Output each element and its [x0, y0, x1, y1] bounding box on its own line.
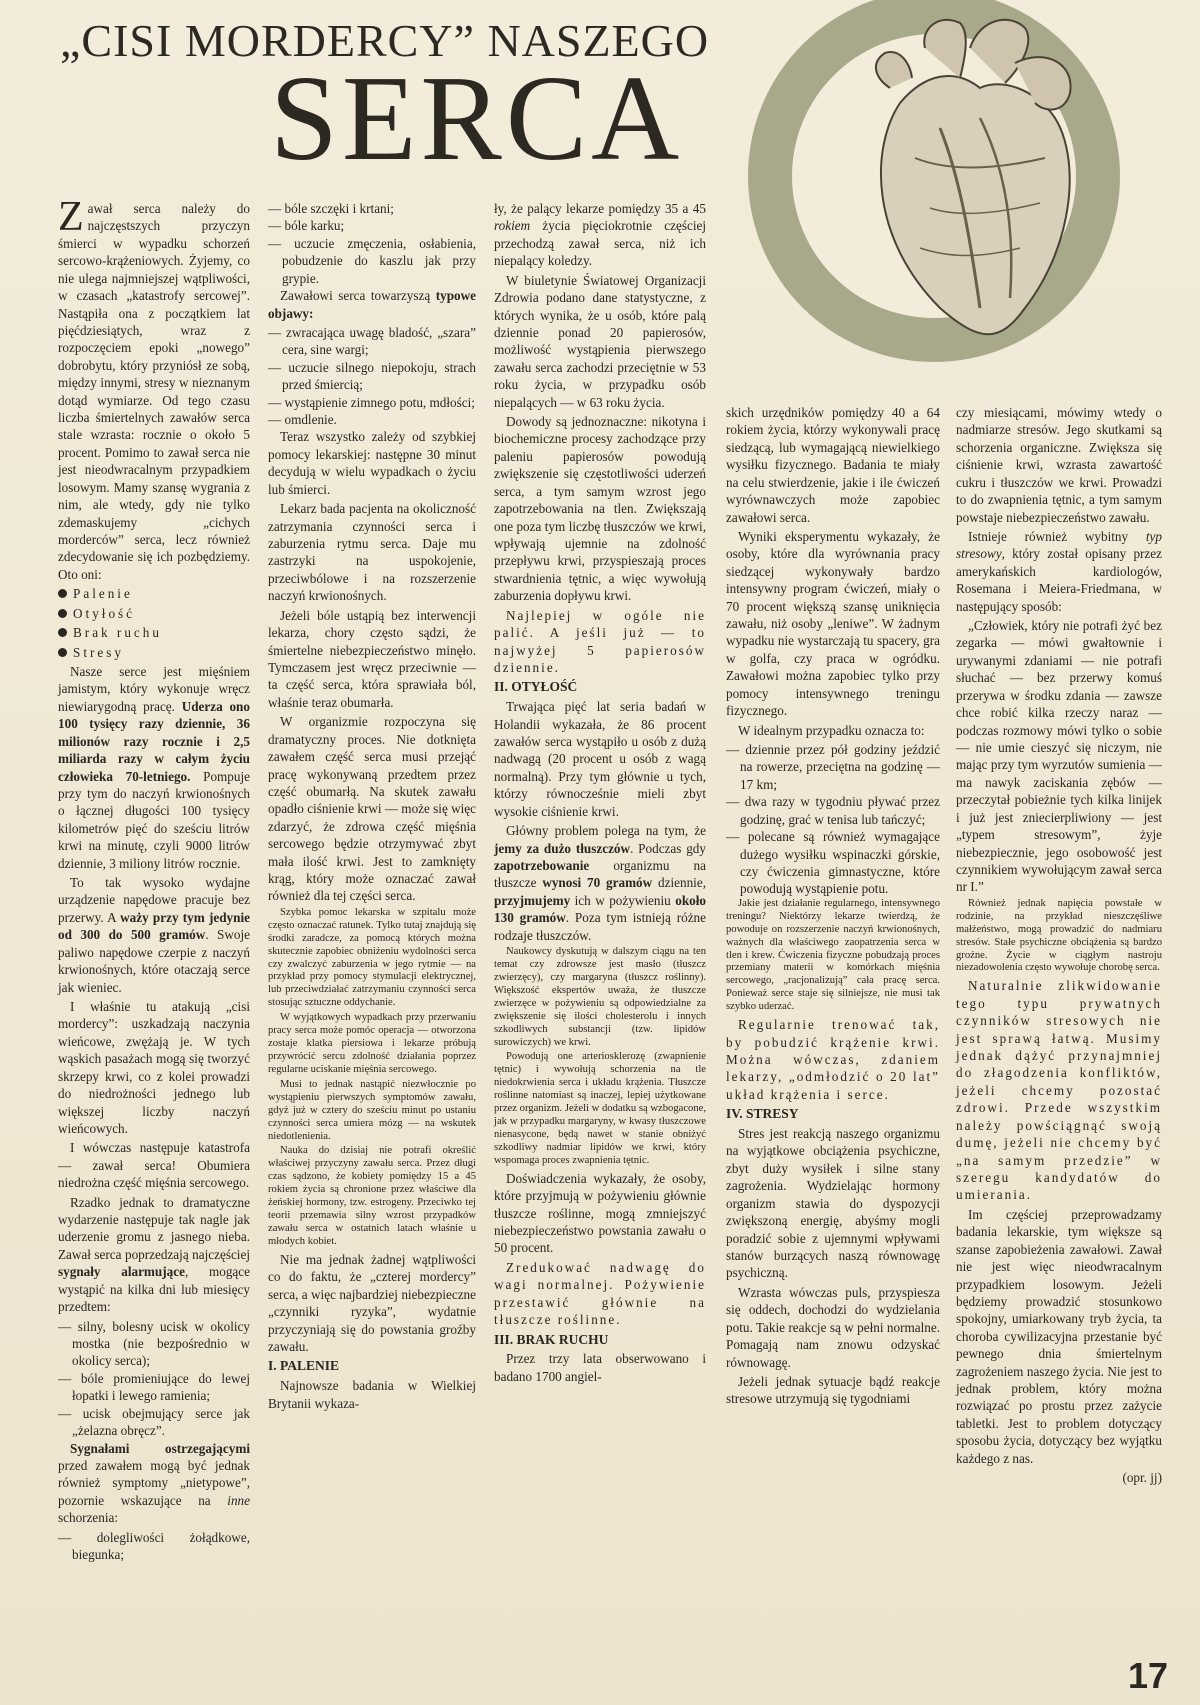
title-kicker: „CISI MORDERCY” NASZEGO — [60, 15, 710, 66]
note-paragraph: Nauka do dzisiaj nie potrafi określić właściwej przyczyny zawału serca. Przez długi czas sądzono, że kobiety pomiędzy 15 a 45 rokiem życia są chronione przez właściwe dla żeńskiej hormony, tzw. estrogeny. Przeciwko tej teorii przemawia silny wzrost przypadków zawału serca w ostatnich latach właśnie u młodych kobiet. — [268, 1145, 476, 1247]
body-paragraph: czy miesiącami, mówimy wtedy o nadmiarze stresów. Jego skutkami są schorzenia organiczne. Zwiększa się ciśnienie krwi, wzrasta zawartość cukru i tłuszczów we krwi. Prowadzi to do zwapnienia tętnic, a tym samym powstaje niebezpieczeństwo zawału. — [956, 405, 1162, 525]
author-signature: (opr. jj) — [1122, 1470, 1162, 1486]
killer-item: Stresy — [58, 644, 250, 661]
body-paragraph: Stres jest reakcją naszego organizmu na wyjątkowe obciążenia psychiczne, zbyt duży wysiłek i silne stany zagrożenia. Wydzielając hormony organizm stawia do dyspozycji zwiększoną energię, abyśmy mogli poradzić sobie z ujemnymi wpływami stanów burzących naszą równowagę psychiczną. — [726, 1126, 940, 1281]
body-paragraph: I właśnie tu atakują „cisi mordercy”: uszkadzają naczynia wieńcowe, zwężają je. W tych wąskich pasażach mogą się tworzyć skrzepy krwi, co z kolei prowadzi do niedrożności jednego lub większej liczby naczyń wieńcowych. — [58, 998, 250, 1136]
list-item: — wystąpienie zimnego potu, mdłości; — [268, 394, 475, 410]
exercise-list — [726, 741, 940, 898]
list-item: — bóle szczęki i krtani; — [268, 201, 394, 216]
section-heading: II. OTYŁOŚĆ — [494, 679, 578, 695]
bullet-dot-icon — [58, 609, 67, 618]
symptom-list — [58, 1529, 250, 1564]
list-item: — bóle karku; — [268, 218, 345, 234]
body-paragraph: Zawałowi serca towarzyszą typowe objawy: — [268, 288, 476, 321]
body-paragraph: Istnieje również wybitny typ stresowy, który został opisany przez amerykańskich kardiologów, Rosemana i Meiera-Friedmana, w następujący sposób: — [956, 528, 1162, 614]
list-item: — dolegliwości żołądkowe, biegunka; — [58, 1529, 250, 1563]
page-title: SERCA — [270, 51, 684, 186]
recommendation: Zredukować nadwagę do wagi normalnej. Pożywienie przestawić głównie na tłuszcze roślinne. — [494, 1259, 706, 1328]
body-paragraph: Jeżeli jednak sytuacje bądź reakcje stresowe utrzymują się tygodniami — [726, 1373, 940, 1407]
recommendation: Naturalnie zlikwidowanie tego typu prywatnych czynników stresowych nie jest sprawą łatwą. Musimy jednak dążyć przynajmniej do złagodzenia konfliktów, jeżeli chcemy pozostać zdrowi. Przede wszystkim należy powściągnąć swoją dumę, jeżeli nie chcemy być „na samym przedzie” w szeregu kandydatów do umierania. — [956, 978, 1162, 1203]
list-item: — dwa razy w tygodniu pływać przez godzinę, grać w tenisa lub tańczyć; — [726, 794, 940, 827]
page-number: 17 — [1128, 1655, 1169, 1696]
heart-illustration-icon — [830, 8, 1100, 348]
note-paragraph: W wyjątkowych wypadkach przy przerwaniu pracy serca może pomóc operacja — otworzona zostaje klatka piersiowa i lekarze próbują przywrócić sercu zdolność działania poprzez regularne uciskanie mięśnia sercowego. — [268, 1012, 476, 1075]
note-paragraph: Również jednak napięcia powstałe w rodzinie, na przykład nieszczęśliwe małżeństwo, mogą prowadzić do nadmiaru stresów. Stałe psychiczne obciążenia są bardzo groźne. Życie w ciągłym nastroju niezadowolenia często wywołuje chorobę serca. — [956, 897, 1162, 974]
body-paragraph: Sygnałami ostrzegającymi przed zawałem mogą być jednak również symptomy „nietypowe”, pozornie wskazujące na inne schorzenia: — [58, 1440, 250, 1526]
list-item: — omdlenie. — [268, 412, 337, 428]
body-paragraph: Dowody są jednoznaczne: nikotyna i biochemiczne procesy zachodzące przy paleniu papierosów powodują zwiększenie się częstotliwości uderzeń serca, a tym samym wzrost jego zapotrzebowania na tlen. Zwiększają one poza tym liczbę tłuszczów we krwi, wpływają ujemnie na zdolność przepływu krwi, przyspieszają proces stwardnienia tętnic, a więc wywołują zaburzenia dopływu krwi. — [494, 414, 706, 604]
body-paragraph: W biuletynie Światowej Organizacji Zdrowia podano dane statystyczne, z których wynika, że u osób, które palą dziennie ponad 20 papierosów, możliwość wystąpienia pierwszego zawału serca zachodzi przeciętnie w 53 roku życia, w przypadku osób niepalących — w 63 roku życia. — [494, 272, 706, 410]
body-paragraph: Przez trzy lata obserwowano i badano 1700 angiel- — [494, 1351, 706, 1384]
section-heading: III. BRAK RUCHU — [494, 1331, 609, 1347]
killer-item: Palenie — [58, 585, 250, 602]
recommendation: Regularnie trenować tak, by pobudzić krążenie krwi. Można wówczas, zdaniem lekarzy, „odmłodzić o 20 lat” układ krążenia i serce. — [726, 1017, 940, 1102]
note-paragraph: Szybka pomoc lekarska w szpitalu może często oznaczać ratunek. Tylko tutaj znajdują się środki zaradcze, za pomocą których można skutecznie zapobiec obniżeniu wydolności serca czy zwalczyć zaburzenia w jego rytmie — na przykład przy pomocy stymulacji elektrycznej, lub przeciwdziałać zatrzymaniu czynności serca stosując sztuczne oddychanie. — [268, 906, 476, 1009]
quote-paragraph: „Człowiek, który nie potrafi żyć bez zegarka — mówi gwałtownie i urywanymi zdaniami — nie potrafi słuchać — bez przerwy komuś przerywa w środku zdania — zawsze chce robić kilka rzeczy naraz — podczas rozmowy mówi tylko o sobie — nie umie cieszyć się niczym, nie mając przy tym wyrzutów sumienia — ma nawyk zaciskania zębów — przeczytał pobieżnie tych kilka linijek i już jest zniecierpliwiony — jest „typem stresowym”, żyje niebezpiecznie, jego osobowość jest czynnikiem wywołującym zawał serca nr I.” — [956, 618, 1162, 895]
recommendation: Najlepiej w ogóle nie palić. A jeśli już — to najwyżej 5 papierosów dziennie. — [494, 607, 706, 675]
list-item: — silny, bolesny ucisk w okolicy mostka (nie bezpośrednio w okolicy serca); — [58, 1318, 250, 1369]
body-paragraph: W idealnym przypadku oznacza to: — [738, 722, 925, 738]
bullet-dot-icon — [58, 628, 67, 637]
body-paragraph: ły, że palący lekarze pomiędzy 35 a 45 rokiem życia pięciokrotnie częściej przechodzą zawał serca, niż ich niepalący koledzy. — [494, 201, 706, 269]
body-paragraph: Nasze serce jest mięśniem jamistym, który wykonuje wręcz niewiarygodną pracę. Uderza ono 100 tysięcy razy dziennie, 36 milionów razy rocznie i 2,5 miliarda razy w całym życiu człowieka 70-letniego. Pompuje przy tym do naczyń krwionośnych o łącznej długości 100 tysięcy kilometrów pięć do sześciu litrów krwi na minutę, czyli 9000 litrów dziennie, 3 miliony litrów rocznie. — [58, 663, 250, 871]
body-paragraph: Teraz wszystko zależy od szybkiej pomocy lekarskiej: następne 30 minut decydują w wielu wypadkach o życiu lub śmierci. — [268, 429, 476, 497]
body-paragraph: skich urzędników pomiędzy 40 a 64 rokiem życia, którzy wykonywali pracę siedzącą, lub wymagającą niewielkiego wysiłku fizycznego. Badania te miały na celu stwierdzenie, jakie i ile ćwiczeń wyrównawczych może zapobiec zawałowi serca. — [726, 405, 940, 525]
note-paragraph: Powodują one arteriosklerozę (zwapnienie tętnic) i wywołują schorzenia na tle niedokrwienia serca i układu krążenia. Tłuszcze roślinne natomiast są inaczej, lepiej użytkowane przez organizm. Jeżeli w dodatku są wzbogacone, jak w przypadku margaryny, w kwasy tłuszczowe nienasycone, będą nawet w stanie obniżyć szkodliwy nadmiar lipidów we krwi, który wspomaga proces zwapnienia tętnic. — [494, 1051, 706, 1166]
section-heading: IV. STRESY — [726, 1106, 799, 1122]
body-paragraph: To tak wysoko wydajne urządzenie napędowe pracuje bez przerwy. A waży przy tym jedynie od 300 do 500 gramów. Swoje paliwo napędowe czerpie z naczyń krwionośnych, które otaczają serce jak wieniec. — [58, 875, 251, 995]
note-paragraph: Jakie jest działanie regularnego, intensywnego treningu? Niektórzy lekarze twierdzą, że powoduje on rozszerzenie naczyń krwionośnych, ważnych dla właściwego zaopatrzenia serca w tlen i krew. Ćwiczenia fizyczne pobudzają proces przemiany materii w komórkach mięśnia sercowego, „racjonalizują” cała pracę serca. Ponieważ serce staje się silniejsze, nie musi tak szybko uderzać. — [726, 897, 940, 1013]
note-paragraph: Musi to jednak nastąpić niezwłocznie po wystąpieniu pierwszych symptomów zawału, gdyż już w cztery do sześciu minut po ustaniu czynności serca umiera mózg — na wskutek niedotlenienia. — [268, 1078, 476, 1142]
body-paragraph: Im częściej przeprowadzamy badania lekarskie, tym większe są szanse zapobieżenia zawałowi. Zawał nie jest więc nieodwracalnym przypadkiem losowym. Jeżeli będziemy prowadzić stosunkowo spokojny, umiarkowany tryb życia, ta choroba cywilizacyjna przestanie być pewnego dnia śmiertelnym zagrożeniem naszego życia. Nie jest to jednak problem, który można rozwiązać po prostu przez zażycie tabletki. Jest to problem dotyczący sposobu życia, dotyczący bez wyjątku każdego z nas. — [956, 1206, 1162, 1466]
body-paragraph: Wzrasta wówczas puls, przyspiesza się oddech, dochodzi do wydzielania potu. Takie reakcje są w pełni normalne. Pomagają nam znowu odzyskać równowagę. — [726, 1284, 940, 1370]
bullet-dot-icon — [58, 648, 67, 657]
list-item: — bóle promieniujące do lewej łopatki i lewego ramienia; — [58, 1370, 250, 1404]
body-paragraph: I wówczas następuje katastrofa — zawał serca! Obumiera niedrożna część mięśnia sercowego. — [58, 1140, 250, 1191]
body-paragraph: Trwająca pięć lat seria badań w Holandii wykazała, że 86 procent zawałów serca wystąpiło u osób z dużą nadwagą (20 procent u osób z wagą normalną). Przy tym głównie u tych, którzy równocześnie mieli zbyt wysokie ciśnienie krwi. — [494, 699, 706, 819]
bullet-dot-icon — [58, 589, 67, 598]
body-paragraph: Nie ma jednak żadnej wątpliwości co do faktu, że „czterej mordercy” serca, a więc najbardziej niebezpieczne „czynniki ryzyka”, wydatnie przyczyniają się do powstania groźby zawału. — [268, 1251, 476, 1354]
body-paragraph: Rzadko jednak to dramatyczne wydarzenie następuje tak nagle jak uderzenie gromu z jasnego nieba. Zawał serca poprzedzają najczęściej sygnały alarmujące, mogące wystąpić na kilka dni lub miesięcy przedtem: — [58, 1194, 250, 1315]
symptom-list — [58, 1318, 250, 1440]
body-paragraph: Lekarz bada pacjenta na okoliczność zatrzymania czynności serca i zaburzenia rytmu serca. Daje mu zastrzyki na uspokojenie, przeciwbólowe i na rozszerzenie naczyń krwionośnych. — [268, 501, 476, 604]
killer-item: Otyłość — [58, 605, 250, 622]
list-item: — uczucie silnego niepokoju, strach przed śmiercią; — [268, 359, 476, 393]
article-column-3 — [494, 200, 706, 1387]
body-paragraph: Wyniki eksperymentu wykazały, że osoby, które dla wyrównania pracy siedzącej wykonywały bardzo intensywny program ćwiczeń, miały o 70 procent większą szansę uniknięcia zawału, niż osoby „leniwe”. W żadnym wypadku nie wystarczają tu spacery, gra w golfa, czy praca w ogródku. Zawałowi można zapobiec tylko przy pomocy intensywnego treningu fizycznego. — [726, 528, 940, 719]
body-paragraph: Najnowsze badania w Wielkiej Brytanii wykaza- — [268, 1378, 476, 1411]
article-column-2 — [268, 200, 476, 1414]
article-column-1 — [58, 194, 251, 1563]
intro-paragraph: Zawał serca należy do najczęstszych przyczyn śmierci w wypadku schorzeń sercowo-krążeniowych. Żyjemy, co nie ulega najmniejszej wątpliwości, w czasach „katastrofy sercowej”. Nastąpiła ona z początkiem lat pięćdziesiątych, wraz z rozpoczęciem epoki „nowego” dobrobytu, który przyniósł ze sobą, między innymi, stresy w nieznanym dotąd wymiarze. Od tego czasu liczba śmiertelnych zawałów serca stale wzrasta: rocznie o około 5 procent. Pomimo to zawał serca nie jest nieodwracalnym przypadkiem losowym. Mamy szansę wygrania z nim, ale wtedy, gdy nie tylko zdemaskujemy „cichych morderców” serca, lecz również zdecydowanie się ich pozbędziemy. Oto oni: — [58, 194, 250, 582]
section-heading: I. PALENIE — [268, 1358, 340, 1374]
body-paragraph: Doświadczenia wykazały, że osoby, które przyjmują w pożywieniu głównie tłuszcze roślinne, mogą zmniejszyć niebezpieczeństwo powstania zawału o 50 procent. — [494, 1170, 706, 1256]
list-item: — uczucie zmęczenia, osłabienia, pobudzenie do kaszlu jak przy grypie. — [268, 235, 476, 286]
symptom-list — [268, 324, 476, 429]
symptom-list — [268, 200, 476, 287]
note-paragraph: Naukowcy dyskutują w dalszym ciągu na ten temat czy zdrowsze jest masło (tłuszcz zwierzęcy), czy margaryna (tłuszcz roślinny). Większość ekspertów uważa, że tłuszcze zwierzęce w pożywieniu są odpowiedzialne za zwiększenie się ilości cholesterolu i innych szkodliwych substancji (tzw. lipidów surowiczych) we krwi. — [494, 946, 706, 1048]
body-paragraph: Jeżeli bóle ustąpią bez interwencji lekarza, chory często sądzi, że śmiertelne niebezpieczeństwo minęło. Tymczasem jest wręcz przeciwnie — ta część serca, która sprawiała ból, właśnie teraz obumarła. — [268, 607, 476, 710]
article-column-4 — [726, 404, 940, 1410]
drop-cap: Z — [58, 194, 84, 240]
article-column-5 — [956, 404, 1162, 1487]
body-paragraph: Główny problem polega na tym, że jemy za dużo tłuszczów. Podczas gdy zapotrzebowanie organizmu na tłuszcze wynosi 70 gramów dziennie, przyjmujemy ich w pożywieniu około 130 gramów. Poza tym istnieją różne rodzaje tłuszczów. — [494, 823, 706, 943]
list-item: — ucisk obejmujący serce jak „żelazna obręcz”. — [58, 1405, 250, 1439]
list-item: — dziennie przez pół godziny jeździć na rowerze, przeciętna na godzinę — 17 km; — [726, 742, 940, 792]
list-item: — zwracająca uwagę bladość, „szara” cera, sine wargi; — [268, 324, 476, 358]
killer-item: Brak ruchu — [58, 624, 250, 641]
body-paragraph: W organizmie rozpoczyna się dramatyczny proces. Nie dotknięta zawałem część serca musi przejąć pracę wykonywaną przedtem przez część obumarłą. Na skutek zawału opadło ciśnienie krwi — może się więc zdarzyć, że zdrowa część mięśnia sercowego będzie otrzymywać zbyt mała ilość krwi. Jest to zamknięty krąg, który może oznaczać zawał również dla tej części serca. — [268, 714, 477, 904]
list-item: — polecane są również wymagające dużego wysiłku wspinaczki górskie, czy ćwiczenia gimnastyczne, które powodują wystąpienie potu. — [726, 829, 940, 897]
